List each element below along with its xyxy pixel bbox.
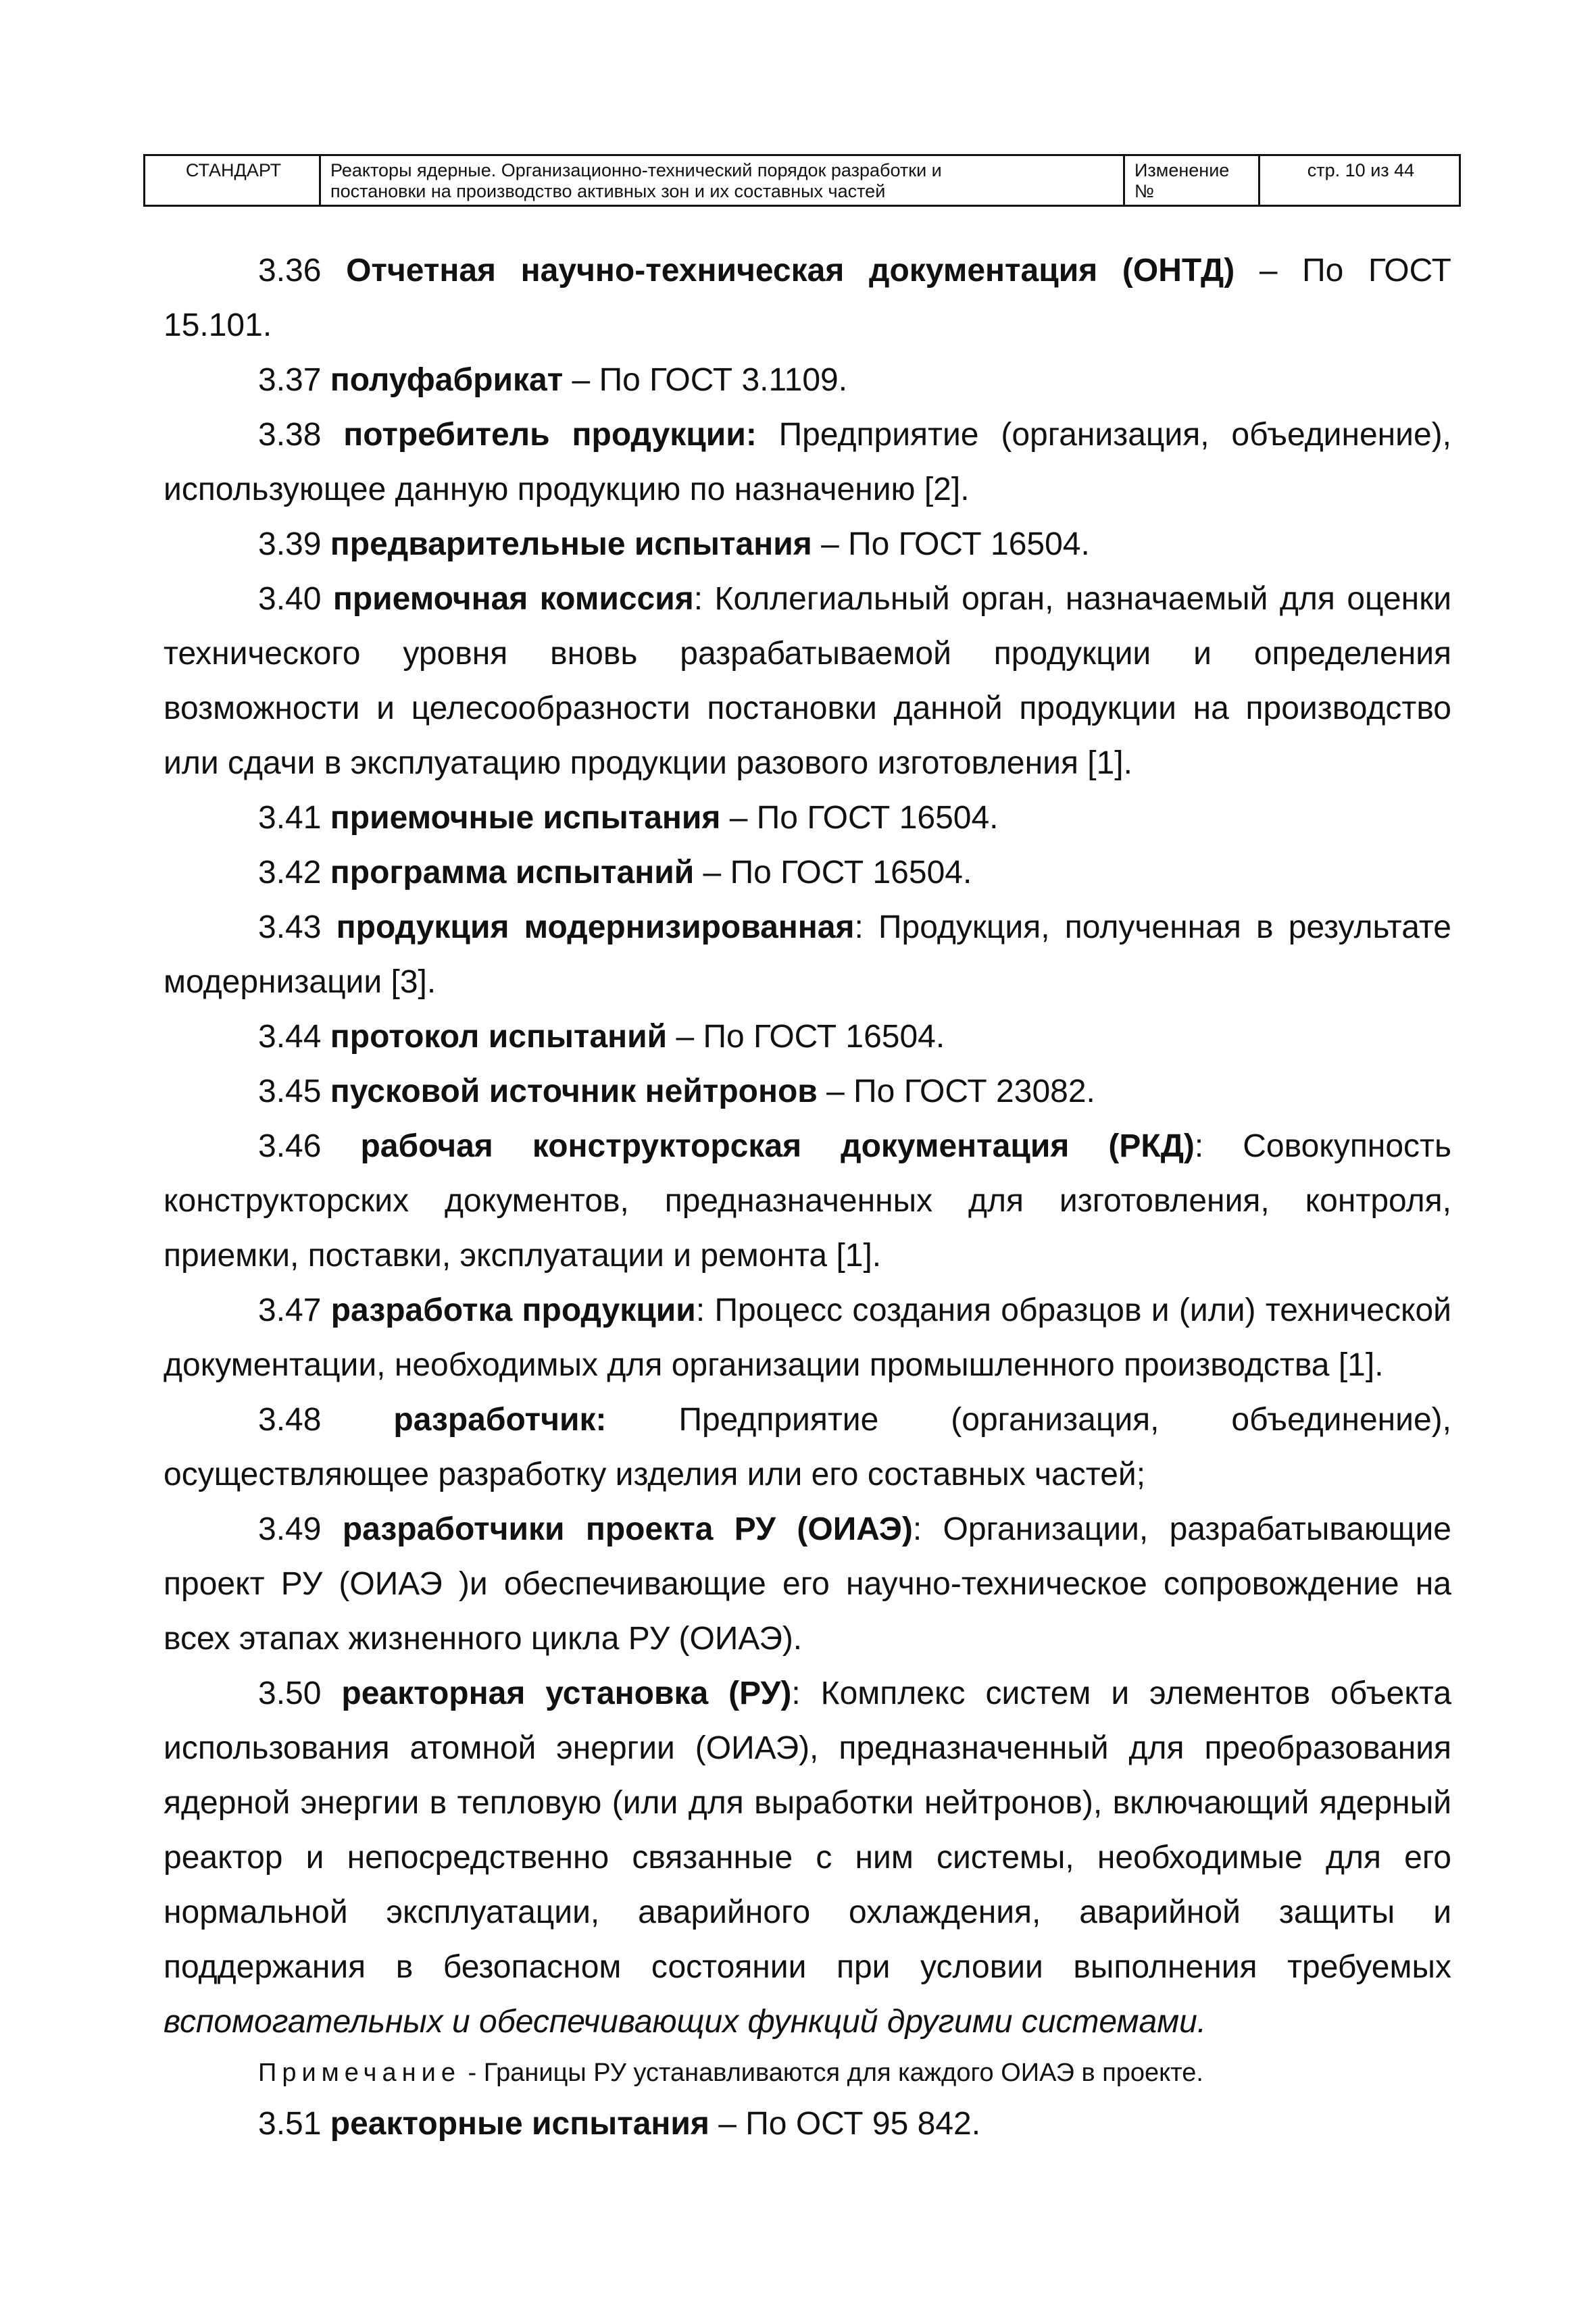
item-number: 3.50 <box>258 1676 322 1711</box>
header-change <box>1125 156 1260 205</box>
definition-item-3-40 <box>164 572 1451 790</box>
item-definition: – По ГОСТ 16504. <box>694 855 972 890</box>
item-number: 3.46 <box>258 1128 322 1164</box>
item-term: Отчетная научно-техническая документация (ОНТД) <box>346 253 1235 288</box>
item-definition: Предприятие (организация, объединение), осуществляющее разработку изделия или его составных частей; <box>164 1402 1452 1492</box>
definition-item-3-47 <box>164 1283 1451 1392</box>
item-term: предварительные испытания <box>330 526 812 562</box>
item-definition: : Продукция, полученная в результате модернизации [3]. <box>164 909 1451 1000</box>
definition-item-3-43 <box>164 900 1451 1009</box>
header-title-line2: постановки на производство активных зон и их составных частей <box>330 181 886 201</box>
item-term: реакторные испытания <box>330 2106 709 2142</box>
item-term: программа испытаний <box>330 855 695 890</box>
definition-item-3-38 <box>164 407 1451 517</box>
header-change-label: Изменение <box>1134 160 1230 180</box>
item-number: 3.45 <box>258 1074 322 1109</box>
header-page-number: стр. 10 из 44 <box>1307 160 1415 180</box>
item-term: потребитель продукции: <box>343 417 757 453</box>
item-number: 3.51 <box>258 2106 322 2142</box>
definition-item-3-37 <box>164 353 1451 407</box>
item-term: приемочная комиссия <box>332 581 694 617</box>
note-text: - Границы РУ устанавливаются для каждого ОИАЭ в проекте. <box>460 2059 1203 2087</box>
item-number: 3.39 <box>258 526 322 562</box>
definitions-list <box>164 243 1451 2049</box>
item-term: разработчики проекта РУ (ОИАЭ) <box>342 1511 913 1547</box>
item-number: 3.44 <box>258 1019 322 1055</box>
definition-item-3-49 <box>164 1502 1451 1666</box>
item-number: 3.38 <box>258 417 322 453</box>
item-number: 3.36 <box>258 253 322 288</box>
item-definition: – По ГОСТ 16504. <box>720 800 999 836</box>
definition-item-3-50 <box>164 1666 1451 2049</box>
item-definition: – По ГОСТ 3.1109. <box>563 362 848 398</box>
item-number: 3.48 <box>258 1402 322 1438</box>
item-definition: – По ГОСТ 15.101. <box>164 253 1451 343</box>
definition-item-3-42 <box>164 845 1451 900</box>
definition-item-3-41 <box>164 790 1451 845</box>
definition-item-3-51 <box>164 2096 1451 2151</box>
item-definition: – По ГОСТ 16504. <box>667 1019 945 1055</box>
note-label: Примечание <box>258 2059 461 2087</box>
item-definition: – По ГОСТ 23082. <box>817 1074 1095 1109</box>
item-definition: Предприятие (организация, объединение), использующее данную продукцию по назначению [2]. <box>164 417 1452 507</box>
definition-item-3-48 <box>164 1392 1451 1502</box>
document-body <box>164 243 1451 2151</box>
item-number: 3.42 <box>258 855 322 890</box>
header-standard: СТАНДАРТ <box>145 156 321 205</box>
item-definition: : Организации, разрабатывающие проект РУ (ОИАЭ )и обеспечивающие его научно-техническое сопровождение на всех этапах жизненного цикла РУ (ОИАЭ). <box>164 1511 1451 1657</box>
definition-item-3-46 <box>164 1119 1451 1283</box>
item-term: приемочные испытания <box>330 800 721 836</box>
item-definition: : Коллегиальный орган, назначаемый для оценки технического уровня вновь разрабатываемой продукции и определения возможности и целесообразности постановки данной продукции на производство или сдачи в эксплуатацию продукции разового изготовления [1]. <box>164 581 1452 781</box>
item-definition: : Комплекс систем и элементов объекта использования атомной энергии (ОИАЭ), предназначенный для преобразования ядерной энергии в тепловую (или для выработки нейтронов), включающий ядерный реактор и непосредственно связанные с ним системы, необходимые для его нормальной эксплуатации, аварийного охлаждения, аварийной защиты и поддержания в безопасном состоянии при условии выполнения требуемых <box>164 1676 1452 1985</box>
item-definition: : Процесс создания образцов и (или) технической документации, необходимых для организации промышленного производства [1]. <box>164 1292 1451 1383</box>
item-definition: : Совокупность конструкторских документов, предназначенных для изготовления, контроля, приемки, поставки, эксплуатации и ремонта [1]. <box>164 1128 1452 1274</box>
item-term: пусковой источник нейтронов <box>330 1074 818 1109</box>
item-term: рабочая конструкторская документация (РКД) <box>360 1128 1195 1164</box>
header-change-no: № <box>1134 181 1154 201</box>
definition-item-3-44 <box>164 1009 1451 1064</box>
item-term: протокол испытаний <box>330 1019 668 1055</box>
item-number: 3.37 <box>258 362 322 398</box>
note <box>164 2049 1451 2096</box>
header-title <box>321 156 1125 205</box>
item-number: 3.43 <box>258 909 322 945</box>
item-definition-italic: вспомогательных и обеспечивающих функций другими системами. <box>164 2004 1207 2040</box>
item-definition: – По ГОСТ 16504. <box>812 526 1090 562</box>
definition-item-3-45 <box>164 1064 1451 1119</box>
item-term: полуфабрикат <box>330 362 564 398</box>
item-term: продукция модернизированная <box>336 909 855 945</box>
item-term: разработчик: <box>393 1402 607 1438</box>
definition-item-3-39 <box>164 517 1451 572</box>
item-number: 3.40 <box>258 581 322 617</box>
header-title-line1: Реакторы ядерные. Организационно-технический порядок разработки и <box>330 160 942 180</box>
item-number: 3.47 <box>258 1292 322 1328</box>
item-number: 3.49 <box>258 1511 322 1547</box>
item-term: реакторная установка (РУ) <box>341 1676 792 1711</box>
item-definition: – По ОСТ 95 842. <box>709 2106 981 2142</box>
item-number: 3.41 <box>258 800 322 836</box>
document-header <box>143 154 1461 207</box>
definition-item-3-36 <box>164 243 1451 353</box>
item-term: разработка продукции <box>330 1292 696 1328</box>
